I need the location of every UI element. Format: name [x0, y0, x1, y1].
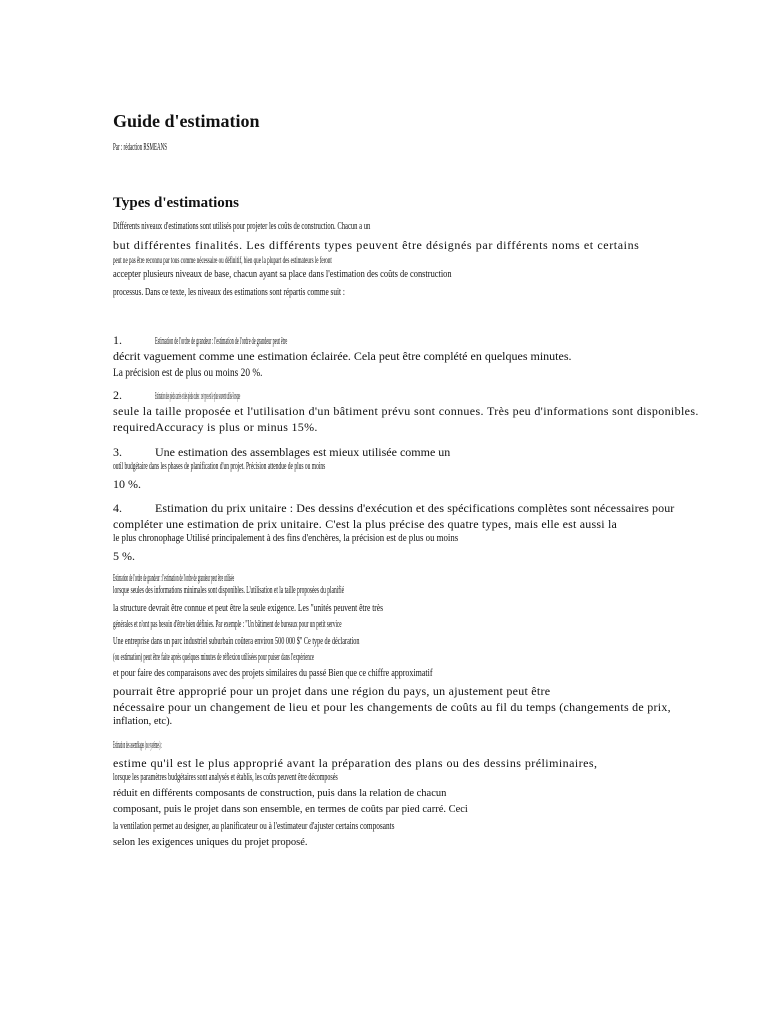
paragraph-heading: Estimation des assemblages (ou systèmes) : [113, 740, 162, 751]
item-line: compléter une estimation de prix unitaire. C'est la plus précise des quatre types, mais elle est aussi la [113, 517, 618, 531]
item-number: 4. [113, 501, 122, 515]
item-line: seule la taille proposée et l'utilisation d'un bâtiment prévu sont connues. Très peu d'informations sont disponibles. [113, 404, 699, 418]
item-heading: Estimation du prix unitaire : Des dessins d'exécution et des spécifications complètes sont nécessaires pour [155, 501, 675, 515]
item-line: le plus chronophage Utilisé principalement à des fins d'enchères, la précision est de plus ou moins [113, 533, 459, 544]
paragraph-line: et pour faire des comparaisons avec des projets similaires du passé Bien que ce chiffre approximatif [113, 668, 433, 679]
paragraph-line: lorsque les paramètres budgétaires sont analysés et établis, les coûts peuvent être décomposés [113, 772, 338, 783]
paragraph-line: estime qu'il est le plus approprié avant la préparation des plans ou des dessins préliminaires, [113, 756, 598, 770]
section-heading: Types d'estimations [113, 195, 239, 211]
item-line: 5 %. [113, 549, 135, 563]
paragraph-line: inflation, etc). [113, 716, 173, 727]
paragraph-line: composant, puis le projet dans son ensemble, en termes de coûts par pied carré. Ceci [113, 804, 468, 815]
paragraph-line: Estimation de l'ordre de grandeur : l'estimation de l'ordre de grandeur peut être utilisée [113, 573, 235, 584]
paragraph-line: nécessaire pour un changement de lieu et pour les changements de coûts au fil du temps (changements de prix, [113, 700, 671, 714]
paragraph-line: générales et n'ont pas besoin d'être bien définies. Par exemple : "Un bâtiment de bureaux pour un petit service [113, 619, 342, 630]
paragraph-line: réduit en différents composants de construction, puis dans la relation de chacun [113, 788, 447, 799]
item-number: 1. [113, 333, 122, 347]
byline: Par : rédaction RSMEANS [113, 142, 168, 153]
item-line: outil budgétaire dans les phases de planification d'un projet. Précision attendue de plus ou moins [113, 461, 326, 472]
paragraph-line: (ou estimation) peut être faite après quelques minutes de réflexion utilisées pour puiser dans l'expérience [113, 652, 315, 663]
list-item-2 [113, 389, 510, 402]
item-line: La précision est de plus ou moins 20 %. [113, 365, 263, 379]
paragraph-line: la structure devrait être connue et peut être la seule exigence. Les "unités peuvent être très [113, 603, 384, 614]
item-heading: Estimation des pieds carrés et des pieds cubes : ce type est le plus souvent utilisé lorsque [155, 391, 241, 402]
paragraph-line: Une entreprise dans un parc industriel suburbain coûtera environ 500 000 $" Ce type de déclaration [113, 636, 360, 647]
paragraph-line: lorsque seules des informations minimales sont disponibles. L'utilisation et la taille proposées du planifié [113, 585, 345, 596]
list-item-3 [113, 446, 450, 458]
intro-line: Différents niveaux d'estimations sont utilisés pour projeter les coûts de construction. Chacun a un [113, 221, 371, 232]
item-number: 2. [113, 388, 122, 402]
paragraph-line: la ventilation permet au designer, au planificateur ou à l'estimateur d'ajuster certains composants [113, 821, 395, 832]
item-heading: Estimation de l'ordre de grandeur : l'estimation de l'ordre de grandeur peut être [155, 336, 288, 347]
item-line: requiredAccuracy is plus or minus 15%. [113, 420, 318, 434]
item-line: 10 %. [113, 477, 141, 491]
item-line: décrit vaguement comme une estimation éclairée. Cela peut être complété en quelques minutes. [113, 349, 572, 363]
item-heading: Une estimation des assemblages est mieux utilisée comme un [155, 445, 451, 459]
list-item-1 [113, 334, 470, 347]
paragraph-line: selon les exigences uniques du projet proposé. [113, 837, 308, 848]
paragraph-line: pourrait être approprié pour un projet dans une région du pays, un ajustement peut être [113, 684, 551, 698]
list-item-4 [113, 502, 674, 514]
item-number: 3. [113, 445, 122, 459]
intro-line: peut ne pas être reconnu par tous comme nécessaire ou définitif, bien que la plupart des estimateurs le feront [113, 255, 332, 265]
intro-line: processus. Dans ce texte, les niveaux des estimations sont répartis comme suit : [113, 287, 345, 298]
intro-line: but différentes finalités. Les différents types peuvent être désignés par différents noms et certains [113, 238, 640, 252]
document-title: Guide d'estimation [113, 111, 260, 131]
intro-line: accepter plusieurs niveaux de base, chacun ayant sa place dans l'estimation des coûts de construction [113, 269, 452, 280]
